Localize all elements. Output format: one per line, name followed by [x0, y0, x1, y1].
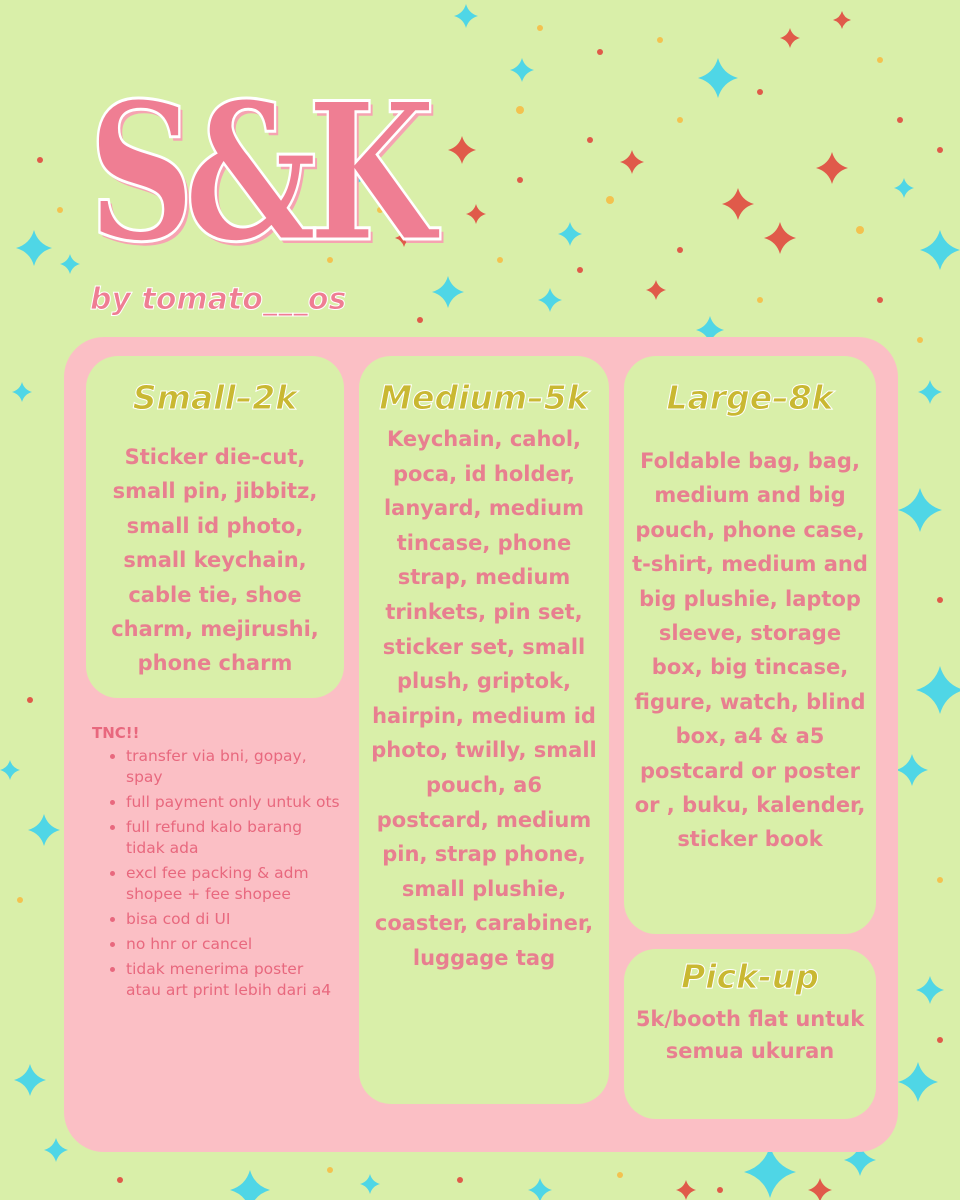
tnc-item: • no hnr or cancel [126, 934, 342, 955]
confetti-dot [577, 267, 583, 273]
sparkle-icon [896, 754, 928, 786]
sparkle-icon [918, 380, 942, 404]
sparkle-icon [808, 1178, 832, 1200]
sparkle-icon [722, 188, 754, 220]
sparkle-icon [466, 204, 486, 224]
card-small [86, 356, 344, 698]
confetti-dot [717, 1187, 723, 1193]
sparkle-icon [16, 230, 52, 266]
sparkle-icon [454, 4, 478, 28]
sparkle-icon [916, 666, 960, 714]
sparkle-icon [432, 276, 464, 308]
confetti-dot [677, 117, 683, 123]
confetti-dot [457, 1177, 463, 1183]
confetti-dot [617, 1172, 623, 1178]
confetti-dot [597, 49, 603, 55]
card-large-title: Large–8k [666, 378, 834, 417]
confetti-dot [587, 137, 593, 143]
confetti-dot [856, 226, 864, 234]
sparkle-icon [14, 1064, 46, 1096]
sparkle-icon [448, 136, 476, 164]
confetti-dot [877, 297, 883, 303]
confetti-dot [677, 247, 683, 253]
confetti-dot [937, 597, 943, 603]
confetti-dot [606, 196, 614, 204]
tnc-title: TNC!! [92, 724, 140, 742]
sparkle-icon [744, 1146, 796, 1198]
tnc-item: • transfer via bni, gopay, spay [126, 746, 342, 788]
sparkle-icon [676, 1180, 696, 1200]
sparkle-icon [528, 1178, 552, 1200]
sparkle-icon [698, 58, 738, 98]
confetti-dot [27, 697, 33, 703]
confetti-dot [517, 177, 523, 183]
confetti-dot [537, 25, 543, 31]
confetti-dot [937, 147, 943, 153]
confetti-dot [57, 207, 63, 213]
sparkle-icon [916, 976, 944, 1004]
confetti-dot [937, 877, 943, 883]
sparkle-icon [28, 814, 60, 846]
sparkle-icon [510, 58, 534, 82]
tnc-item: • excl fee packing & adm shopee + fee shopee [126, 863, 342, 905]
confetti-dot [917, 337, 923, 343]
tnc-item: • full refund kalo barang tidak ada [126, 817, 342, 859]
sparkle-icon [12, 382, 32, 402]
card-medium [359, 356, 609, 1104]
sparkle-icon [538, 288, 562, 312]
sparkle-icon [816, 152, 848, 184]
tnc-item: • full payment only untuk ots [126, 792, 342, 813]
byline: by tomato___os [90, 282, 347, 317]
card-large [624, 356, 876, 934]
tnc-section [92, 724, 342, 1005]
sparkle-icon [833, 11, 851, 29]
confetti-dot [17, 897, 23, 903]
confetti-dot [516, 106, 524, 114]
card-small-body: Sticker die-cut, small pin, jibbitz, small id photo, small keychain, cable tie, shoe charm, mejirushi, phone charm [111, 445, 319, 676]
sparkle-icon [558, 222, 582, 246]
sparkle-icon [894, 178, 914, 198]
confetti-dot [657, 37, 663, 43]
card-large-body: Foldable bag, bag, medium and big pouch, phone case, t-shirt, medium and big plushie, laptop sleeve, storage box, big tincase, figure, watch, blind box, a4 & a5 postcard or poster or , buku, kalender, sticker book [632, 449, 868, 852]
sparkle-icon [898, 488, 942, 532]
confetti-dot [757, 89, 763, 95]
card-medium-title: Medium–5k [379, 378, 589, 417]
sparkle-icon [780, 28, 800, 48]
confetti-dot [897, 117, 903, 123]
card-small-title: Small–2k [132, 378, 298, 417]
tnc-item: • bisa cod di UI [126, 909, 342, 930]
card-medium-body: Keychain, cahol, poca, id holder, lanyard, medium tincase, phone strap, medium trinkets, pin set, sticker set, small plush, griptok, hairpin, medium id photo, twilly, small pouch, a6 postcard, medium pin, strap phone, small plushie, coaster, carabiner, luggage tag [371, 427, 597, 970]
sparkle-icon [898, 1062, 938, 1102]
sparkle-icon [230, 1170, 270, 1200]
tnc-item: • tidak menerima poster atau art print lebih dari a4 [126, 959, 342, 1001]
card-pickup [624, 949, 876, 1119]
confetti-dot [937, 1037, 943, 1043]
sparkle-icon [44, 1138, 68, 1162]
sparkle-icon [360, 1174, 380, 1194]
confetti-dot [117, 1177, 123, 1183]
sparkle-icon [764, 222, 796, 254]
card-pickup-title: Pick-up [681, 957, 819, 996]
sparkle-icon [0, 760, 20, 780]
sparkle-icon [620, 150, 644, 174]
logo-title: S&K [88, 61, 425, 284]
confetti-dot [37, 157, 43, 163]
tnc-list [92, 746, 342, 1001]
confetti-dot [417, 317, 423, 323]
sparkle-icon [646, 280, 666, 300]
card-pickup-body: 5k/booth flat untuk semua ukuran [635, 1007, 865, 1063]
confetti-dot [497, 257, 503, 263]
sparkle-icon [60, 254, 80, 274]
sparkle-icon [920, 230, 960, 270]
confetti-dot [877, 57, 883, 63]
confetti-dot [327, 1167, 333, 1173]
confetti-dot [757, 297, 763, 303]
